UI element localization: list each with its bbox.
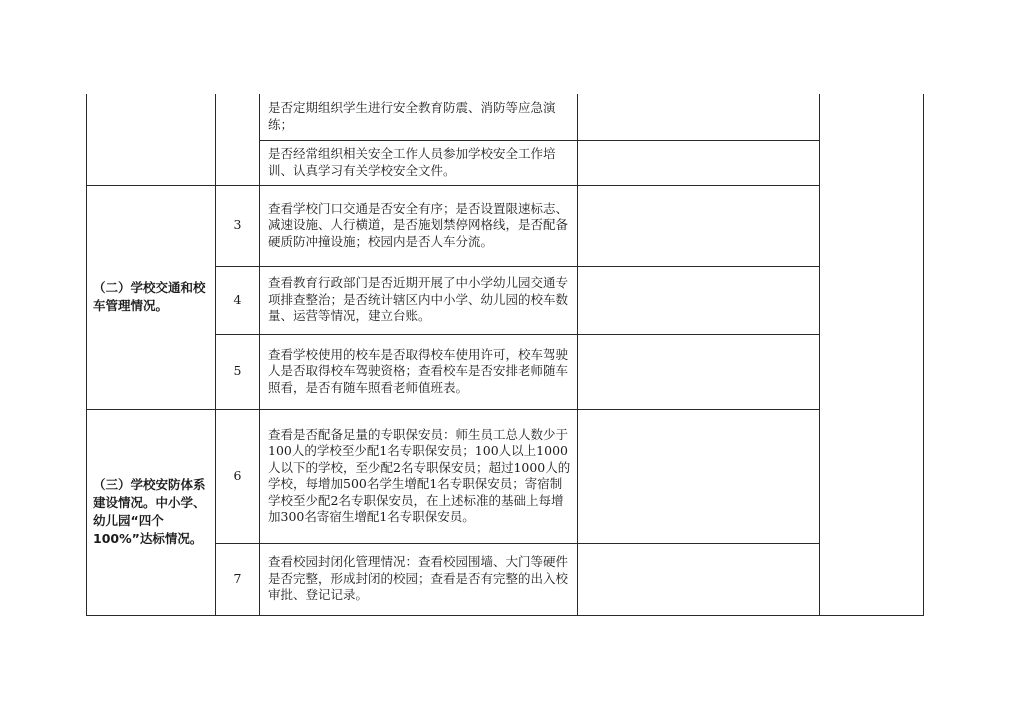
blank-cell — [578, 334, 820, 409]
item-content-cell: 查看教育行政部门是否近期开展了中小学幼儿园交通专项排查整治；是否统计辖区内中小学、幼儿园的校车数量、运营等情况，建立台账。 — [260, 266, 578, 334]
table-row — [87, 409, 924, 543]
item-content-cell: 查看是否配备足量的专职保安员：师生员工总人数少于100人的学校至少配1名专职保安员；100人以上1000人以下的学校，至少配2名专职保安员；超过1000人的学校，每增加500名学生增配1名专职保安员；寄宿制学校至少配2名专职保安员，在上述标准的基础上每增加300名寄宿生增配1名专职保安员。 — [260, 409, 578, 543]
item-content-cell: 查看学校门口交通是否安全有序；是否设置限速标志、减速设施、人行横道，是否施划禁停网格线，是否配备硬质防冲撞设施；校园内是否人车分流。 — [260, 185, 578, 266]
blank-cell — [578, 185, 820, 266]
table-row — [87, 94, 924, 140]
item-content-cell: 查看校园封闭化管理情况：查看校园围墙、大门等硬件是否完整，形成封闭的校园；查看是否有完整的出入校审批、登记记录。 — [260, 543, 578, 615]
category-label: （二）学校交通和校车管理情况。 — [93, 280, 206, 313]
category-cell — [87, 94, 216, 185]
blank-cell — [578, 266, 820, 334]
item-number-cell: 3 — [216, 185, 260, 266]
blank-cell — [578, 94, 820, 140]
blank-cell — [578, 543, 820, 615]
inspection-table — [86, 94, 924, 616]
remarks-cell — [820, 94, 924, 615]
item-content-cell: 是否经常组织相关安全工作人员参加学校安全工作培训、认真学习有关学校安全文件。 — [260, 140, 578, 185]
item-number-cell — [216, 94, 260, 185]
category-label: （三）学校安防体系建设情况。中小学、幼儿园“四个100%”达标情况。 — [93, 477, 206, 546]
category-cell — [87, 185, 216, 409]
item-number-cell: 5 — [216, 334, 260, 409]
category-cell — [87, 409, 216, 615]
item-number-cell: 4 — [216, 266, 260, 334]
blank-cell — [578, 140, 820, 185]
item-content-cell: 查看学校使用的校车是否取得校车使用许可，校车驾驶人是否取得校车驾驶资格；查看校车是否安排老师随车照看，是否有随车照看老师值班表。 — [260, 334, 578, 409]
blank-cell — [578, 409, 820, 543]
table-row — [87, 185, 924, 266]
item-number-cell: 6 — [216, 409, 260, 543]
item-content-cell: 是否定期组织学生进行安全教育防震、消防等应急演练； — [260, 94, 578, 140]
item-number-cell: 7 — [216, 543, 260, 615]
